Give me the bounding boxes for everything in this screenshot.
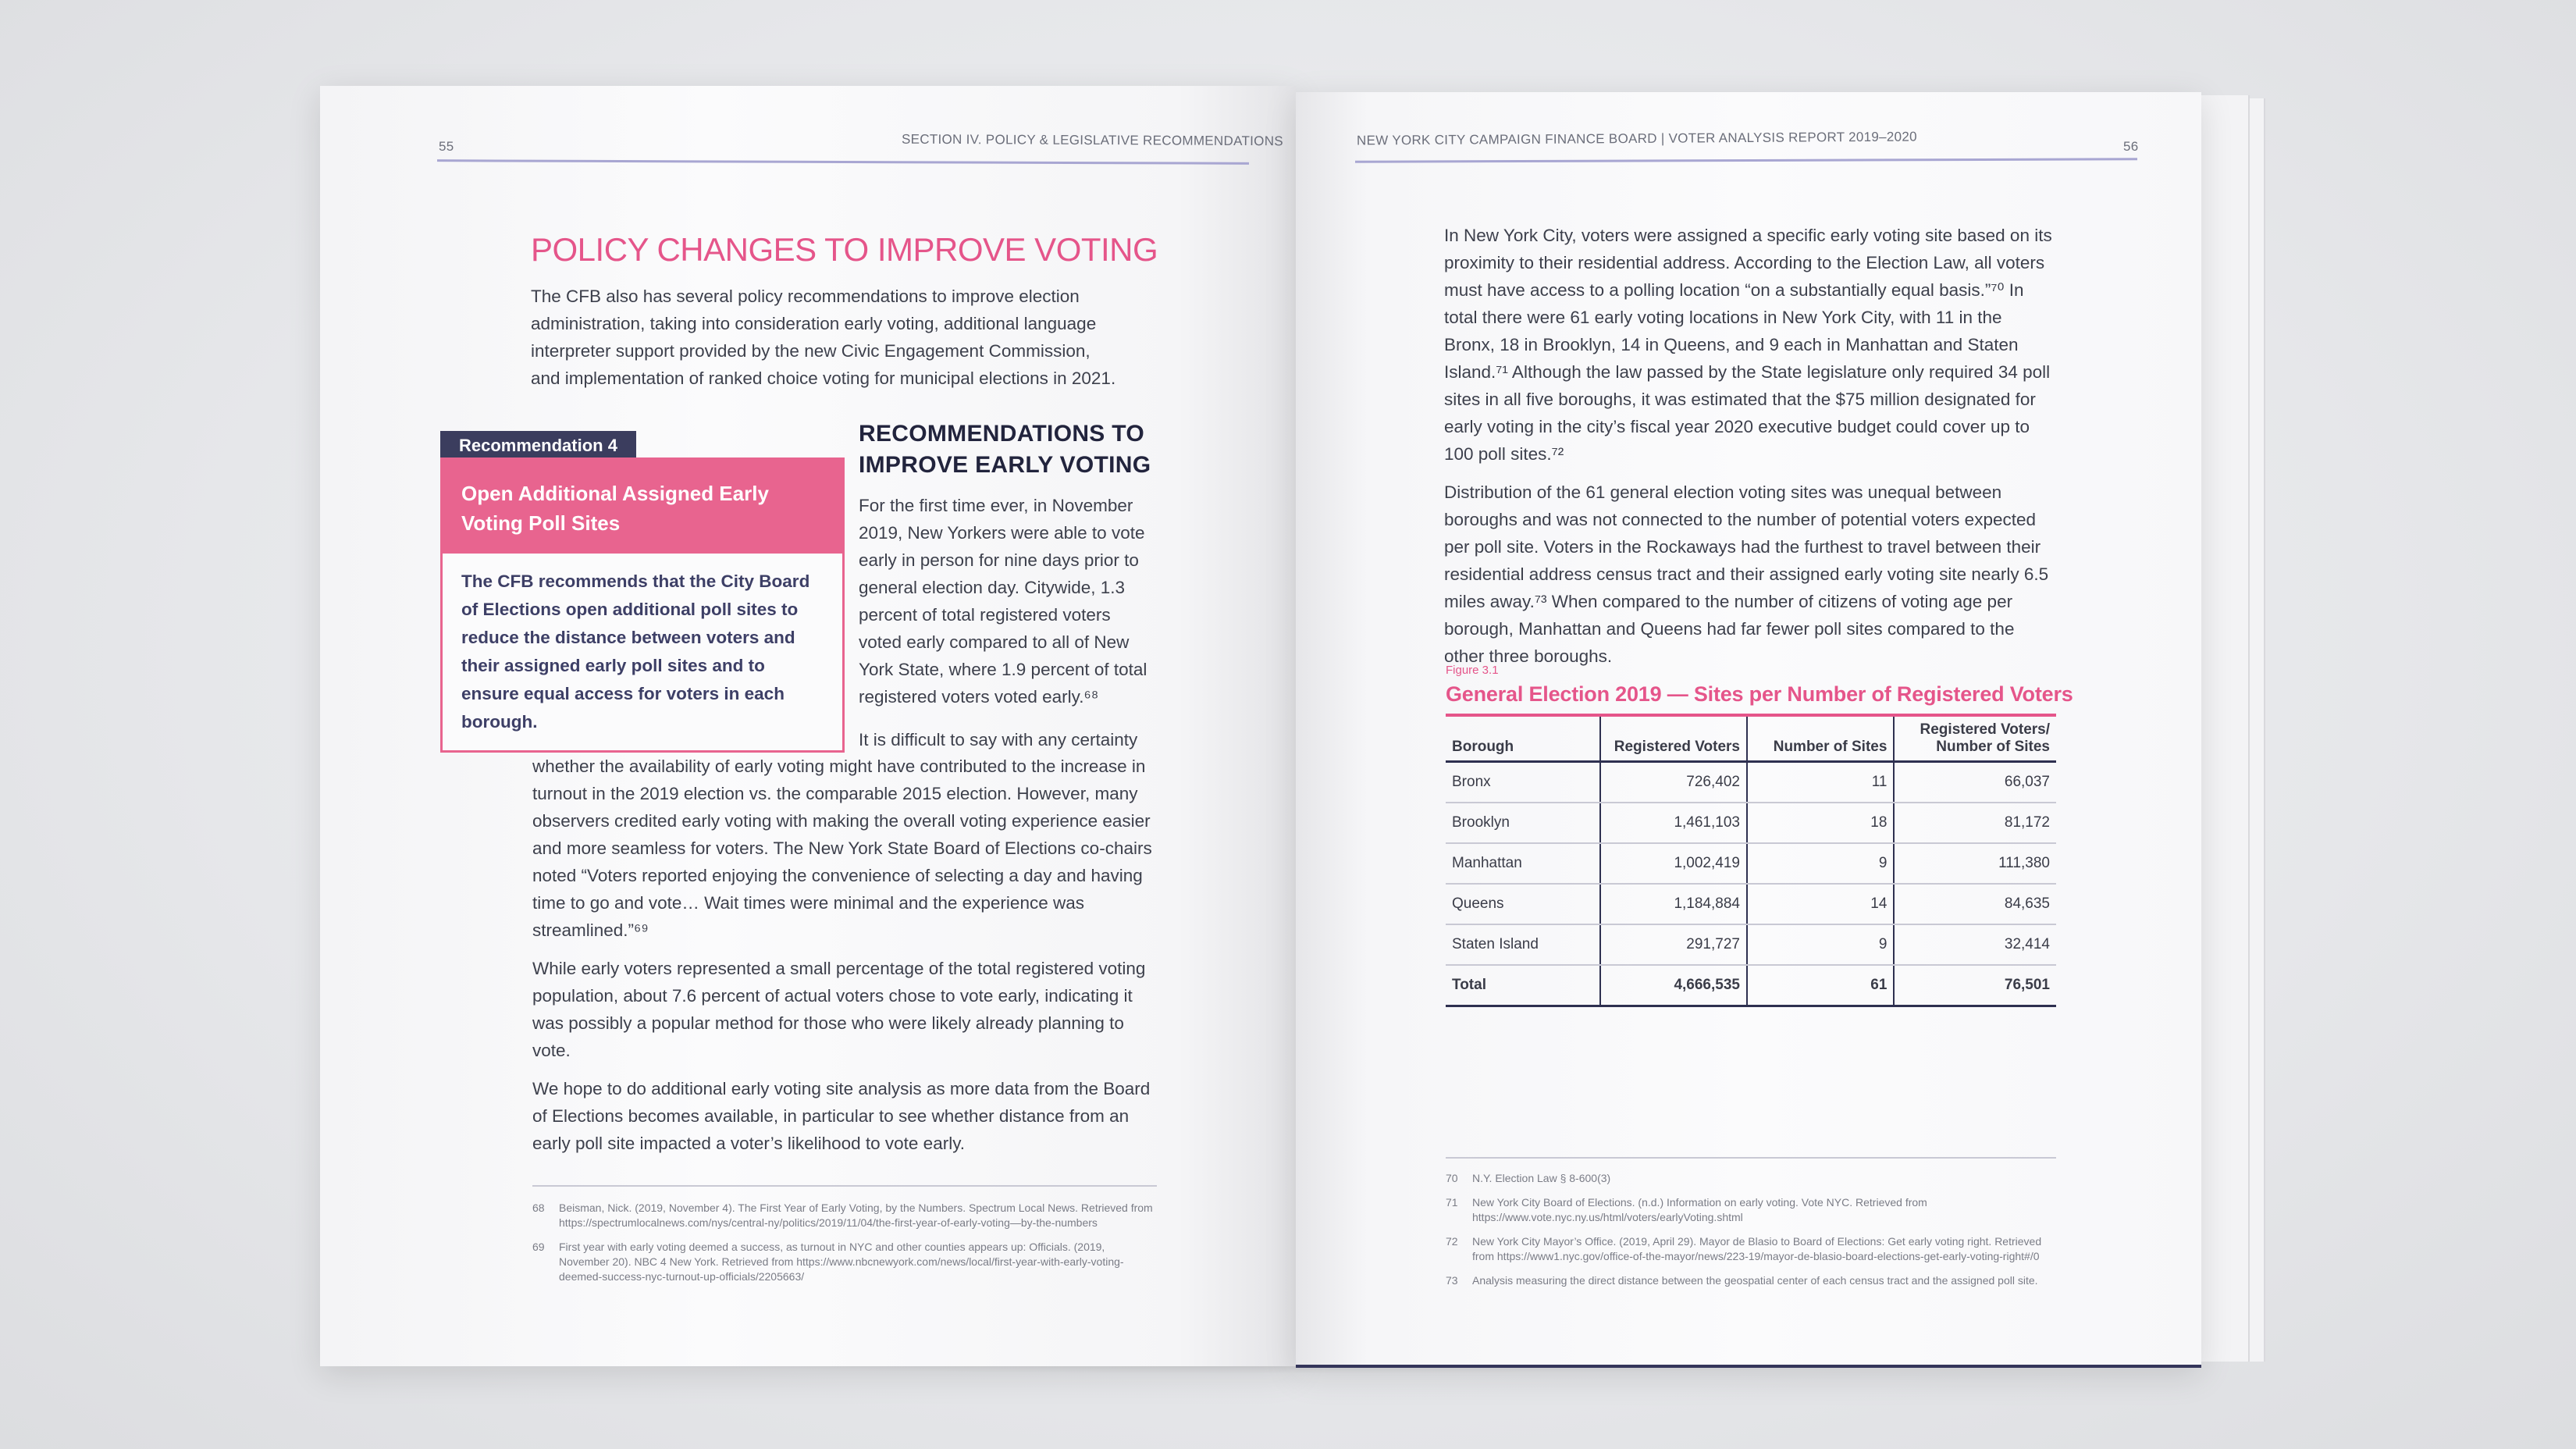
paragraph-2-rest: whether the availability of early voting might have contributed to the increase in turnout in the 2019 election vs. the comparable 2015 election. However, many observers credited early voting with making the overall voting experience easier and more seamless for voters. The New York State Board of Elections co-chairs noted “Voters reported enjoying the convenience of selecting a day and having time to go and vote… Wait times were minimal and the experience was streamlined.”⁶⁹ [532,757,1152,940]
cell: Bronx [1446,762,1600,803]
footnote-text: First year with early voting deemed a success, as turnout in NYC and other counties appears up: Officials. (2019, November 20). NBC 4 New York. Retrieved from https://www.nbcnewyork.com/news/local/first-year-with-early-voting-deemed-success-nyc-turnout-up-officials/2205663/ [559,1241,1124,1283]
paragraph-4: We hope to do additional early voting site analysis as more data from the Board of Elections becomes available, in particular to see whether distance from an early poll site impacted a voter’s likelihood to vote early. [532,1079,1151,1153]
recommendation-heading: Open Additional Assigned Early Voting Poll Sites [443,460,842,554]
page-title: POLICY CHANGES TO IMPROVE VOTING [531,231,1158,268]
left-section-header: SECTION IV. POLICY & LEGISLATIVE RECOMMENDATIONS [901,131,1284,149]
cell: Staten Island [1446,924,1600,965]
footnote [1446,1273,2056,1288]
right-header-rule [1355,158,2137,162]
left-page [320,86,1296,1366]
cell: 18 [1747,803,1894,843]
right-header: NEW YORK CITY CAMPAIGN FINANCE BOARD | VOTER ANALYSIS REPORT 2019–2020 [1356,129,1917,148]
cell: 81,172 [1894,803,2056,843]
footnote-number: 70 [1446,1172,1458,1184]
table-total-row [1446,965,2056,1006]
right-paragraph-1: In New York City, voters were assigned a specific early voting site based on its proximity to their residential address. According to the Election Law, all voters must have access to a polling location “on a substantially equal basis.”⁷⁰ In total there were 61 early voting locations in New York City, with 11 in the Bronx, 18 in Brooklyn, 14 in Queens, and 9 each in Manhattan and Staten Island.⁷¹ Although the law passed by the State legislature only required 34 poll sites in all five boroughs, it was estimated that the $75 million designated for early voting in the city’s fiscal year 2020 executive budget could cover up to 100 poll sites.⁷² [1444,226,2052,464]
footnote [532,1201,1157,1230]
footnote-number: 72 [1446,1235,1458,1248]
footnote-text: Beisman, Nick. (2019, November 4). The First Year of Early Voting, by the Numbers. Spectrum Local News. Retrieved from https://spectrumlocalnews.com/nys/central-ny/politics/2019/11/04/the-first-year-of-early-voting—by-the-numbers [559,1202,1153,1229]
cell: Manhattan [1446,843,1600,884]
footnote [1446,1234,2056,1264]
table-row [1446,803,2056,843]
footnote-text: New York City Mayor’s Office. (2019, April 29). Mayor de Blasio to Board of Elections: Get early voting right. Retrieved from https://www1.nyc.gov/office-of-the-mayor/news/223-19/mayor-de-blasio-board-elections-get-early-voting-right#/0 [1472,1235,2042,1262]
cell: 76,501 [1894,965,2056,1006]
left-footnotes [532,1201,1157,1294]
side-paragraph: For the first time ever, in November 2019, New Yorkers were able to vote early in person for nine days prior to general election day. Citywide, 1.3 percent of total registered voters voted early compared to all of New York State, where 1.9 percent of total registered voters voted early.⁶⁸ [859,496,1147,707]
recommendation-body: The CFB recommends that the City Board of Elections open additional poll sites to reduce the distance between voters and their assigned early poll sites and to ensure equal access for voters in each borough. [461,571,810,732]
paragraph-3: While early voters represented a small percentage of the total registered voting population, about 7.6 percent of actual voters chose to vote early, indicating it was possibly a popular method for those who were likely already planning to vote. [532,959,1146,1060]
intro-paragraph: The CFB also has several policy recommendations to improve election administration, taking into consideration early voting, additional language interpreter support provided by the new Civic Engagement Commission, and implementation of ranked choice voting for municipal elections in 2021. [531,287,1116,388]
cell: 11 [1747,762,1894,803]
cell: 291,727 [1600,924,1747,965]
cell: 9 [1747,843,1894,884]
col-number-of-sites: Number of Sites [1747,715,1894,762]
cell: Total [1446,965,1600,1006]
recommendation-tag [440,431,636,461]
table-row [1446,924,2056,965]
paragraph-2-start: It is difficult to say with any certainty [859,730,1138,749]
footnote [1446,1171,2056,1186]
right-paragraph-2: Distribution of the 61 general election voting sites was unequal between boroughs and was not connected to the number of potential voters expected per poll site. Voters in the Rockaways had the furthest to travel between their residential address census tract and their assigned early voting site nearly 6.5 miles away.⁷³ When compared to the number of citizens of voting age per borough, Manhattan and Queens had far fewer poll sites compared to the other three boroughs. [1444,482,2049,666]
footnote-number: 73 [1446,1274,1458,1287]
right-footnotes [1446,1171,2056,1298]
right-page [1296,92,2201,1368]
figure-title: General Election 2019 — Sites per Number of Registered Voters [1446,682,2073,706]
footnote [532,1240,1157,1284]
footnote-number: 68 [532,1202,545,1214]
col-registered-voters: Registered Voters [1600,715,1747,762]
right-body [1444,222,2053,681]
col-voters-per-site: Registered Voters/ Number of Sites [1894,715,2056,762]
figure-label: Figure 3.1 [1446,664,1499,677]
cell: 32,414 [1894,924,2056,965]
cell: 61 [1747,965,1894,1006]
cell: 1,461,103 [1600,803,1747,843]
table-header-row [1446,715,2056,762]
footnote-text: Analysis measuring the direct distance between the geospatial center of each census tract and the assigned poll site. [1472,1274,2038,1287]
recommendation-tag-label: Recommendation 4 [440,431,636,461]
table-row [1446,884,2056,924]
footnote-rule [532,1185,1157,1187]
left-page-number: 55 [439,139,454,154]
col-borough: Borough [1446,715,1600,762]
recommendation-box [440,457,845,753]
footnote-rule [1446,1157,2056,1159]
cell: 9 [1747,924,1894,965]
footnote-number: 69 [532,1241,545,1253]
cell: Queens [1446,884,1600,924]
table-row [1446,843,2056,884]
cell: 1,002,419 [1600,843,1747,884]
side-heading: RECOMMENDATIONS TO IMPROVE EARLY VOTING [859,421,1151,478]
footnote-text: N.Y. Election Law § 8-600(3) [1472,1172,1611,1184]
cell: 1,184,884 [1600,884,1747,924]
footnote [1446,1195,2056,1225]
left-header-rule [437,159,1249,165]
right-page-number: 56 [2123,139,2139,154]
cell: 4,666,535 [1600,965,1747,1006]
cell: Brooklyn [1446,803,1600,843]
cell: 111,380 [1894,843,2056,884]
footnote-number: 71 [1446,1196,1458,1209]
cell: 14 [1747,884,1894,924]
cell: 726,402 [1600,762,1747,803]
footnote-text: New York City Board of Elections. (n.d.) Information on early voting. Vote NYC. Retrieved from https://www.vote.nyc.ny.us/html/voters/earlyVoting.shtml [1472,1196,1927,1223]
cell: 84,635 [1894,884,2056,924]
cell: 66,037 [1894,762,2056,803]
body-column [532,753,1157,1168]
table-row [1446,762,2056,803]
figure-table [1446,714,2056,1007]
